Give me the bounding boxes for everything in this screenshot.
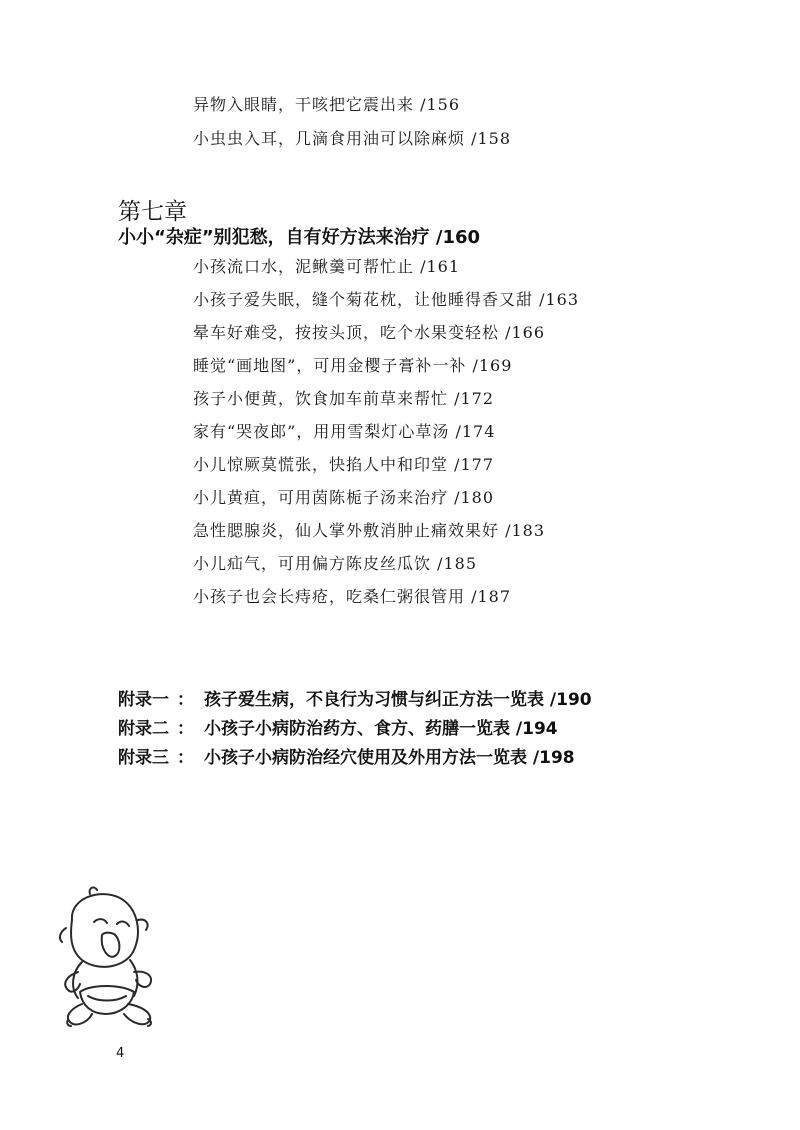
toc-entry[interactable]: 异物入眼睛，干咳把它震出来 /156 [193, 95, 461, 114]
toc-entry[interactable]: 晕车好难受，按按头顶，吃个水果变轻松 /166 [193, 323, 546, 342]
appendix-entry[interactable] [118, 743, 575, 768]
appendix-title: 小孩子小病防治药方、食方、药膳一览表 /194 [204, 719, 558, 739]
toc-entry[interactable]: 睡觉“画地图”，可用金樱子膏补一补 /169 [193, 356, 513, 375]
appendix-title: 小孩子小病防治经穴使用及外用方法一览表 /198 [204, 748, 575, 768]
appendix-colon: ： [177, 748, 194, 768]
toc-entry[interactable]: 小孩子爱失眠，缝个菊花枕，让他睡得香又甜 /163 [193, 290, 580, 309]
toc-entry[interactable]: 急性腮腺炎，仙人掌外敷消肿止痛效果好 /183 [193, 521, 546, 540]
appendix-colon: ： [177, 719, 194, 739]
chapter-title[interactable]: 小小“杂症”别犯愁，自有好方法来治疗 /160 [118, 227, 481, 248]
toc-entry[interactable]: 家有“哭夜郎”，用用雪梨灯心草汤 /174 [193, 422, 496, 441]
toc-entry[interactable]: 小虫虫入耳，几滴食用油可以除麻烦 /158 [193, 129, 512, 148]
toc-entry[interactable]: 孩子小便黄，饮食加车前草来帮忙 /172 [193, 389, 495, 408]
toc-entry[interactable]: 小孩子也会长痔疮，吃桑仁粥很管用 /187 [193, 587, 512, 606]
appendix-colon: ： [177, 690, 194, 710]
toc-entry[interactable]: 小孩流口水，泥鳅羹可帮忙止 /161 [193, 257, 461, 276]
appendix-label: 附录二 [118, 719, 169, 739]
appendix-label: 附录一 [118, 690, 169, 710]
page-number: 4 [116, 1046, 125, 1061]
appendix-label: 附录三 [118, 748, 169, 768]
toc-entry[interactable]: 小儿疝气，可用偏方陈皮丝瓜饮 /185 [193, 554, 478, 573]
crying-baby-illustration [42, 880, 167, 1030]
toc-entry[interactable]: 小儿黄疸，可用茵陈栀子汤来治疗 /180 [193, 488, 495, 507]
appendix-entry[interactable] [118, 685, 592, 710]
chapter-label: 第七章 [118, 199, 187, 225]
appendix-entry[interactable] [118, 714, 558, 739]
appendix-title: 孩子爱生病，不良行为习惯与纠正方法一览表 /190 [204, 690, 592, 710]
toc-entry[interactable]: 小儿惊厥莫慌张，快掐人中和印堂 /177 [193, 455, 495, 474]
